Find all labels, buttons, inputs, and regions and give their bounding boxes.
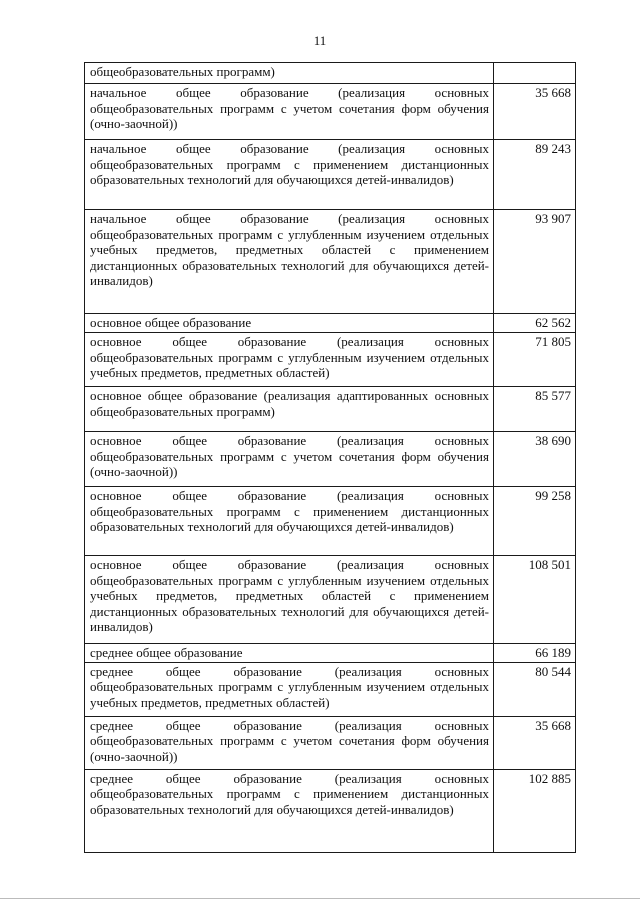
table-row: [85, 84, 576, 140]
table-row: [85, 63, 576, 84]
row-description: среднее общее образование (реализация основных общеобразовательных программ с учетом сочетания форм обучения (очно-заочной)): [85, 716, 494, 769]
row-value: 35 668: [494, 716, 576, 769]
row-description: среднее общее образование (реализация основных общеобразовательных программ с углубленным изучением отдельных учебных предметов, предметных областей): [85, 662, 494, 716]
row-value: [494, 63, 576, 84]
table-row: [85, 487, 576, 556]
row-value: 66 189: [494, 644, 576, 663]
table-row: [85, 556, 576, 644]
row-description: основное общее образование (реализация основных общеобразовательных программ с применением дистанционных образовательных технологий для обучающихся детей-инвалидов): [85, 487, 494, 556]
table-row: [85, 432, 576, 487]
row-description: среднее общее образование (реализация основных общеобразовательных программ с применением дистанционных образовательных технологий для обучающихся детей-инвалидов): [85, 769, 494, 852]
row-description: основное общее образование (реализация основных общеобразовательных программ с углубленным изучением отдельных учебных предметов, предметных областей с применением дистанционных образовательных технологий для обучающихся детей-инвалидов): [85, 556, 494, 644]
row-description: начальное общее образование (реализация основных общеобразовательных программ с углубленным изучением отдельных учебных предметов, предметных областей с применением дистанционных образовательных технологий для обучающихся детей-инвалидов): [85, 210, 494, 314]
row-description: общеобразовательных программ): [85, 63, 494, 84]
page-number: 11: [313, 33, 327, 48]
row-description: основное общее образование (реализация основных общеобразовательных программ с учетом сочетания форм обучения (очно-заочной)): [85, 432, 494, 487]
row-description: начальное общее образование (реализация основных общеобразовательных программ с учетом сочетания форм обучения (очно-заочной)): [85, 84, 494, 140]
row-description: основное общее образование: [85, 314, 494, 333]
table-row: [85, 387, 576, 432]
row-description: начальное общее образование (реализация основных общеобразовательных программ с применением дистанционных образовательных технологий для обучающихся детей-инвалидов): [85, 140, 494, 210]
row-value: 108 501: [494, 556, 576, 644]
row-value: 102 885: [494, 769, 576, 852]
row-value: 85 577: [494, 387, 576, 432]
table-row: [85, 210, 576, 314]
row-description: основное общее образование (реализация адаптированных основных общеобразовательных программ): [85, 387, 494, 432]
row-value: 62 562: [494, 314, 576, 333]
table-row: [85, 140, 576, 210]
page-bottom-edge: [0, 898, 640, 899]
table-row: [85, 333, 576, 387]
row-value: 80 544: [494, 662, 576, 716]
row-value: 89 243: [494, 140, 576, 210]
table-row: [85, 716, 576, 769]
row-value: 93 907: [494, 210, 576, 314]
row-value: 35 668: [494, 84, 576, 140]
row-value: 71 805: [494, 333, 576, 387]
row-description: среднее общее образование: [85, 644, 494, 663]
table-row: [85, 314, 576, 333]
funding-table: [84, 62, 576, 853]
row-value: 38 690: [494, 432, 576, 487]
row-description: основное общее образование (реализация основных общеобразовательных программ с углубленным изучением отдельных учебных предметов, предметных областей): [85, 333, 494, 387]
table-row: [85, 769, 576, 852]
table-row: [85, 644, 576, 663]
row-value: 99 258: [494, 487, 576, 556]
table-row: [85, 662, 576, 716]
